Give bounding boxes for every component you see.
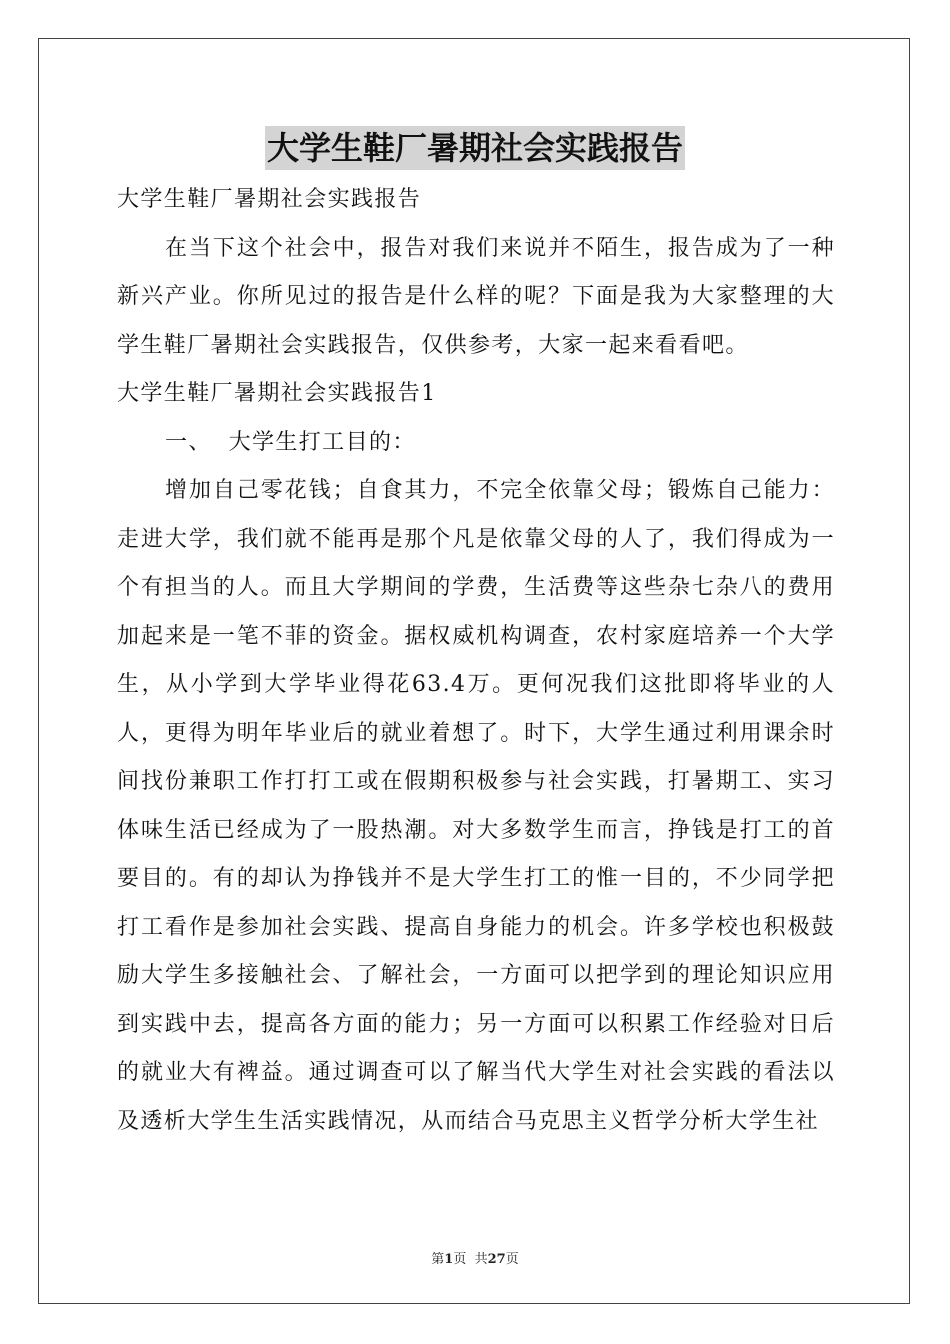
page-footer xyxy=(0,1248,950,1267)
page-current: 1 xyxy=(444,1252,454,1267)
section-heading: 大学生鞋厂暑期社会实践报告1 xyxy=(117,381,437,406)
page-mid: 页 共 xyxy=(453,1252,488,1267)
document-subtitle: 大学生鞋厂暑期社会实践报告 xyxy=(117,187,422,212)
page-suffix: 页 xyxy=(505,1252,519,1267)
page-prefix: 第 xyxy=(431,1252,445,1267)
intro-paragraph: 在当下这个社会中，报告对我们来说并不陌生，报告成为了一种新兴产业。你所见过的报告是什么样的呢？下面是我为大家整理的大学生鞋厂暑期社会实践报告，仅供参考，大家一起来看看吧。 xyxy=(117,235,835,358)
page-total: 27 xyxy=(487,1252,506,1267)
document-body xyxy=(117,176,835,1146)
document-title: 大学生鞋厂暑期社会实践报告 xyxy=(265,126,685,170)
title-container xyxy=(0,126,950,170)
point-heading: 一、 大学生打工目的： xyxy=(165,429,416,455)
body-paragraph: 增加自己零花钱；自食其力，不完全依靠父母；锻炼自己能力：走进大学，我们就不能再是那个凡是依靠父母的人了，我们得成为一个有担当的人。而且大学期间的学费，生活费等这些杂七杂八的费用加起来是一笔不菲的资金。据权威机构调查，农村家庭培养一个大学生，从小学到大学毕业得花63.4万。更何况我们这批即将毕业的人人，更得为明年毕业后的就业着想了。时下，大学生通过利用课余时间找份兼职工作打打工或在假期积极参与社会实践，打暑期工、实习体味生活已经成为了一股热潮。对大多数学生而言，挣钱是打工的首要目的。有的却认为挣钱并不是大学生打工的惟一目的，不少同学把打工看作是参加社会实践、提高自身能力的机会。许多学校也积极鼓励大学生多接触社会、了解社会，一方面可以把学到的理论知识应用到实践中去，提高各方面的能力；另一方面可以积累工作经验对日后的就业大有裨益。通过调查可以了解当代大学生对社会实践的看法以及透析大学生生活实践情况，从而结合马克思主义哲学分析大学生社 xyxy=(117,478,835,1134)
